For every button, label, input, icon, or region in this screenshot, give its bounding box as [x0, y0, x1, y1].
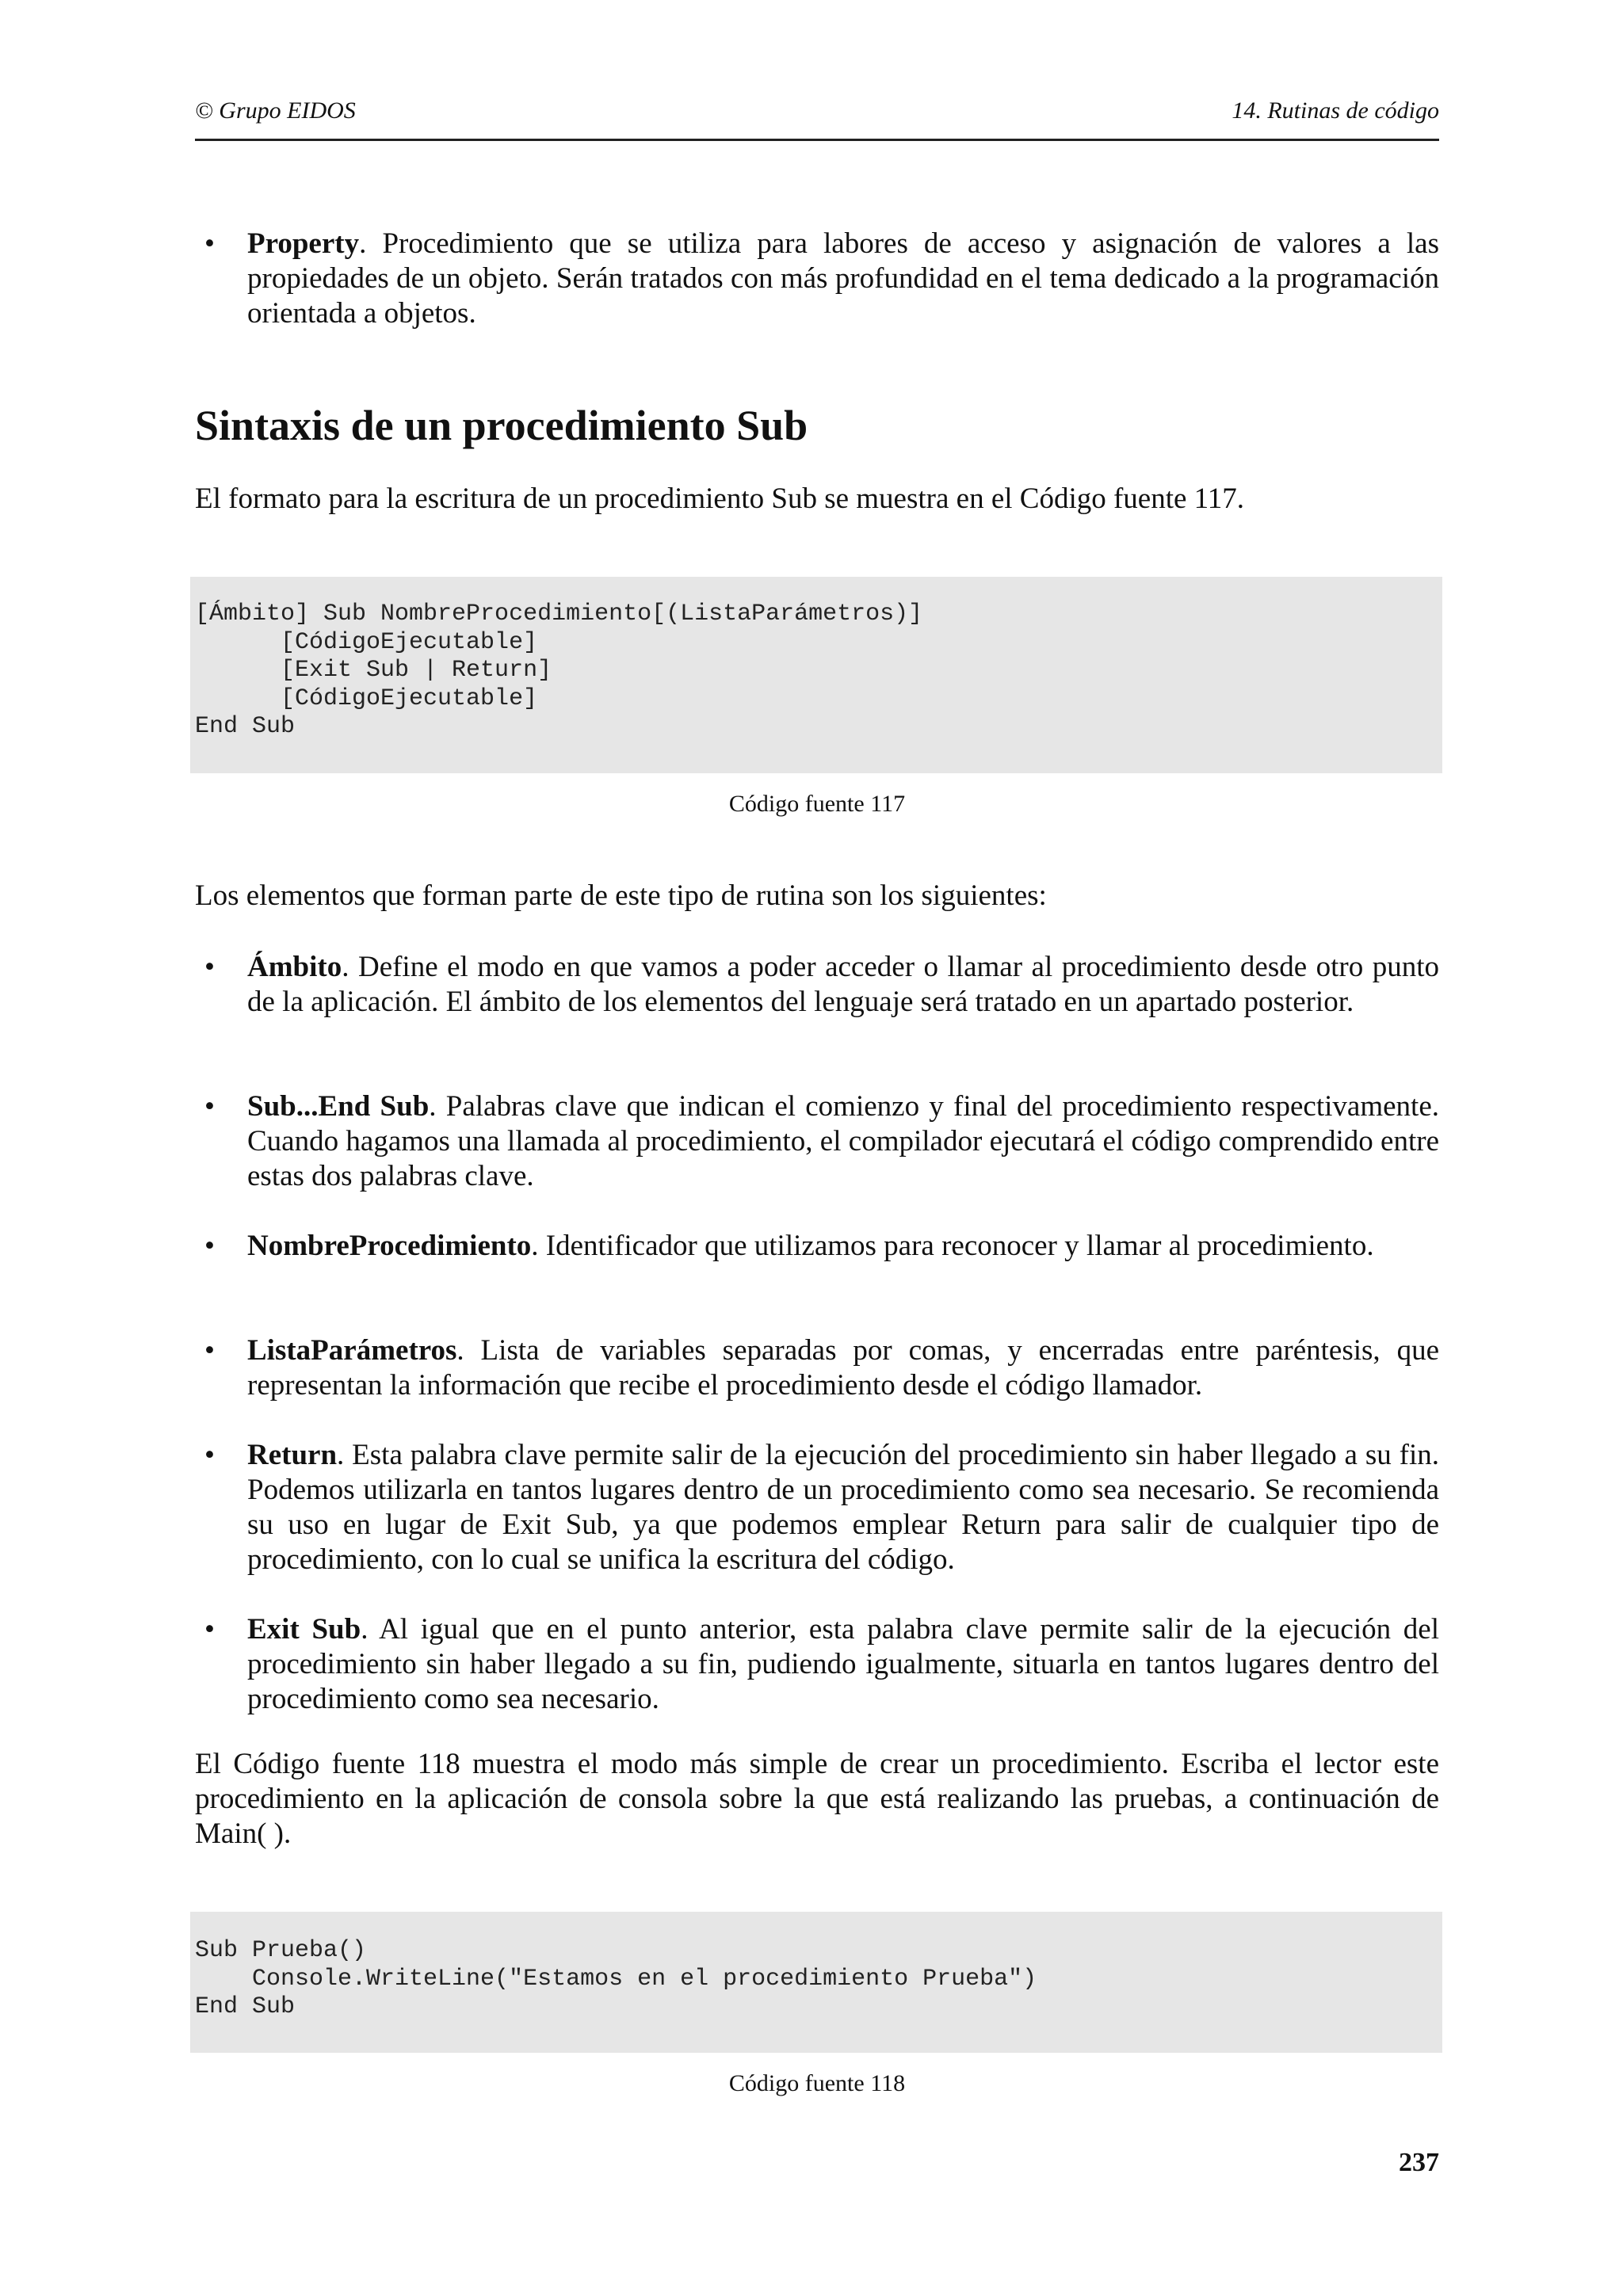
bullet-text — [247, 227, 1439, 331]
code-line: [Ámbito] Sub NombreProcedimiento[(ListaParámetros)] — [195, 601, 923, 627]
bullet-term: Return — [247, 1439, 338, 1471]
code-line: Sub Prueba() — [195, 1937, 367, 1964]
bullet-description: . Al igual que en el punto anterior, esta palabra clave permite salir de la ejecución del procedimiento sin haber llegado a su fin, pudiendo igualmente, situarla en tantos lugares dentro del procedimiento como sea necesario. — [247, 1613, 1439, 1715]
elements-intro: Los elementos que forman parte de este tipo de rutina son los siguientes: — [195, 879, 1047, 912]
bullet-description: . Lista de variables separadas por comas, y encerradas entre paréntesis, que representan la información que recibe el procedimiento desde el código llamador. — [247, 1334, 1439, 1402]
bullet-text — [247, 1438, 1439, 1577]
code-117-lines — [195, 601, 922, 742]
bullet-marker: • — [204, 1230, 215, 1262]
bullet-marker: • — [204, 227, 215, 260]
header-divider — [195, 139, 1439, 141]
bullet-marker: • — [204, 951, 215, 983]
bullet-text — [247, 950, 1439, 1020]
code-block-117 — [190, 577, 1442, 773]
bullet-marker: • — [204, 1334, 215, 1367]
code-118-lines — [195, 1937, 1037, 2022]
bullet-term: ListaParámetros — [247, 1334, 457, 1367]
bullet-item-property — [204, 227, 1439, 331]
code-line: End Sub — [195, 1993, 296, 2020]
bullet-description: . Procedimiento que se utiliza para labores de acceso y asignación de valores a las propiedades de un objeto. Serán tratados con más profundidad en el tema dedicado a la programación orientada a objetos. — [247, 227, 1439, 330]
bullet-text — [247, 1229, 1439, 1264]
bullet-term: NombreProcedimiento — [247, 1230, 532, 1262]
bullet-item-lista-parametros — [204, 1333, 1439, 1403]
bullet-item-return — [204, 1438, 1439, 1577]
code-line: [CódigoEjecutable] — [195, 628, 538, 656]
code-block-118 — [190, 1912, 1442, 2053]
header-chapter: 14. Rutinas de código — [1232, 97, 1439, 124]
bullet-text — [247, 1089, 1439, 1194]
bullet-description: . Esta palabra clave permite salir de la ejecución del procedimiento sin haber llegado a su fin. Podemos utilizarla en tantos lugares dentro de un procedimiento como sea necesario. Se recomienda su uso en lugar de Exit Sub, ya que podemos emplear Return para salir de cualquier tipo de procedimiento, con lo cual se unifica la escritura del código. — [247, 1439, 1439, 1576]
bullet-marker: • — [204, 1090, 215, 1123]
bullet-text — [247, 1333, 1439, 1403]
page-number: 237 — [1399, 2148, 1439, 2177]
bullet-item-exit-sub — [204, 1612, 1439, 1717]
code-line: End Sub — [195, 713, 296, 740]
code-line: [CódigoEjecutable] — [195, 685, 538, 712]
code-caption-118: Código fuente 118 — [728, 2070, 906, 2096]
bullet-description: . Define el modo en que vamos a poder acceder o llamar al procedimiento desde otro punto de la aplicación. El ámbito de los elementos del lenguaje será tratado en un apartado posterior. — [247, 951, 1439, 1018]
intro-paragraph: El formato para la escritura de un procedimiento Sub se muestra en el Código fuente 117. — [195, 482, 1245, 515]
bullet-term: Exit Sub — [247, 1613, 361, 1646]
code-caption-117: Código fuente 117 — [728, 791, 906, 817]
bullet-marker: • — [204, 1439, 215, 1471]
closing-paragraph: El Código fuente 118 muestra el modo más simple de crear un procedimiento. Escriba el lector este procedimiento en la aplicación de consola sobre la que está realizando las pruebas, a continuación de Main( ). — [195, 1748, 1439, 1850]
code-line: [Exit Sub | Return] — [195, 657, 552, 684]
header-publisher: © Grupo EIDOS — [195, 97, 356, 124]
bullet-item-ambito — [204, 950, 1439, 1020]
bullet-marker: • — [204, 1613, 215, 1646]
bullet-term: Property — [247, 227, 360, 260]
section-title: Sintaxis de un procedimiento Sub — [195, 402, 808, 449]
bullet-term: Ámbito — [247, 951, 342, 983]
bullet-text — [247, 1612, 1439, 1717]
bullet-term: Sub...End Sub — [247, 1090, 430, 1123]
bullet-item-sub-end-sub — [204, 1089, 1439, 1194]
bullet-item-nombre-procedimiento — [204, 1229, 1439, 1264]
code-line: Console.WriteLine("Estamos en el procedimiento Prueba") — [195, 1965, 1037, 1993]
bullet-description: . Palabras clave que indican el comienzo y final del procedimiento respectivamente. Cuando hagamos una llamada al procedimiento, el compilador ejecutará el código comprendido entre estas dos palabras clave. — [247, 1090, 1439, 1192]
bullet-description: . Identificador que utilizamos para reconocer y llamar al procedimiento. — [531, 1230, 1374, 1262]
